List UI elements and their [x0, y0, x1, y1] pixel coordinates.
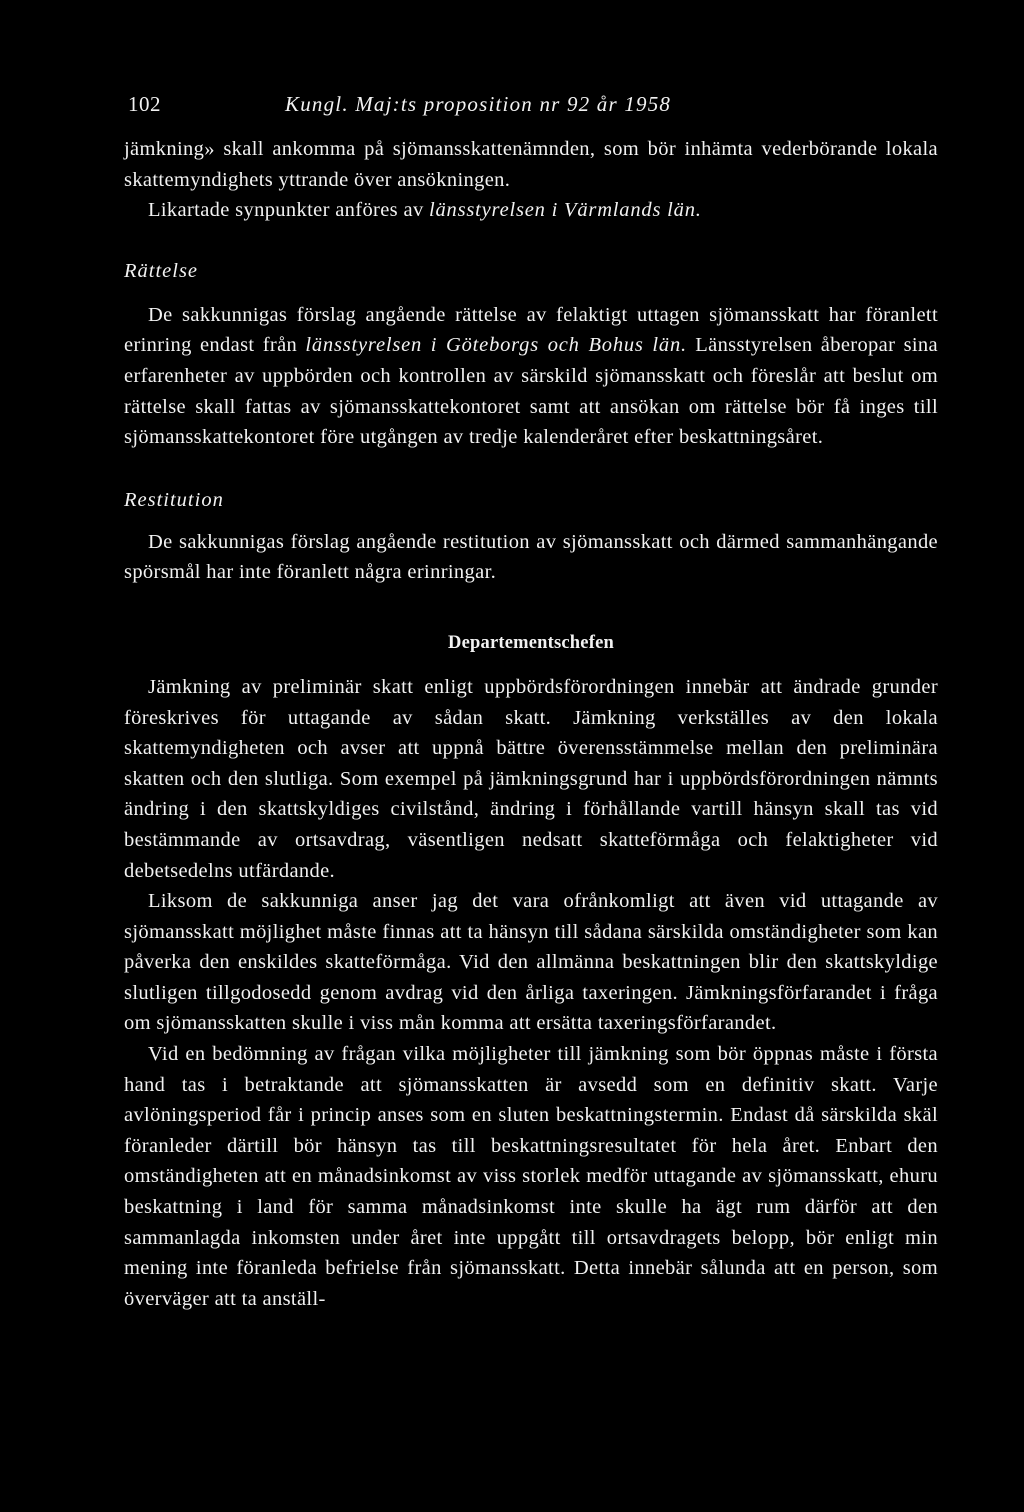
section-heading-departementschefen: Departementschefen — [448, 632, 614, 653]
rattelse-text-1: De sakkunnigas förslag angående rättelse av felaktigt uttagen sjömansskatt har föranlett erinring endast från — [124, 303, 938, 357]
section-heading-restitution: Restitution — [124, 488, 224, 511]
document-page — [124, 88, 938, 1314]
departementschefen-paragraph-1: Jämkning av preliminär skatt enligt uppbördsförordningen innebär att ändrade grunder föreskrives för uttagande av sådan skatt. Jämkning verkställes av den lokala skattemyndigheten och avser att uppnå bättre överensstämmelse mellan den preliminära skatten och den slutliga. Som exempel på jämkningsgrund har i uppbördsförordningen nämnts ändring i den skattskyldiges civilstånd, ändring i förhållande vartill hänsyn skall tas vid bestämmande av ortsavdrag, väsentligen nedsatt skatteförmåga och felaktigheter vid debetsedelns utfärdande. — [124, 675, 938, 882]
intro-paragraph-likartade — [124, 195, 938, 226]
page-number: 102 — [128, 92, 161, 116]
intro-paragraph-italic: länsstyrelsen i Värmlands län. — [429, 199, 702, 222]
section-heading-rattelse: Rättelse — [124, 259, 199, 282]
intro-paragraph-text: Likartade synpunkter anföres av — [148, 199, 430, 222]
running-title: Kungl. Maj:ts proposition nr 92 år 1958 — [285, 92, 672, 116]
rattelse-text-2: Länsstyrelsen åberopar sina erfarenheter av uppbörden och kontrollen av särskild sjömansskatt och föreslår att beslut om rättelse skall fattas av sjömansskattekontoret samt att ansökan om rättelse bör få inges till sjömansskattekontoret före utgången av tredje kalenderåret efter beskattningsåret. — [124, 334, 938, 449]
restitution-paragraph: De sakkunnigas förslag angående restitution av sjömansskatt och därmed sammanhängande spörsmål har inte föranlett några erinringar. — [124, 530, 938, 584]
rattelse-paragraph — [124, 300, 938, 453]
page-header — [124, 88, 938, 122]
departementschefen-paragraph-2: Liksom de sakkunniga anser jag det vara ofrånkomligt att även vid uttagande av sjömansskatt möjlighet måste finnas att ta hänsyn till sådana särskilda omständigheter som kan påverka den enskildes skatteförmåga. Vid den allmänna beskattningen blir den skattskyldige slutligen tillgodosedd genom avdrag vid den årliga taxeringen. Jämkningsförfarandet i fråga om sjömansskatten skulle i viss mån komma att ersätta taxeringsförfarandet. — [124, 890, 938, 1035]
rattelse-italic: länsstyrelsen i Göteborgs och Bohus län. — [305, 334, 687, 357]
departementschefen-paragraph-3: Vid en bedömning av frågan vilka möjligheter till jämkning som bör öppnas måste i första hand tas i betraktande att sjömansskatten är avsedd som en definitiv skatt. Varje avlöningsperiod får i princip anses som en sluten beskattningstermin. Endast då särskilda skäl föranleder därtill bör hänsyn tas till beskattningsresultatet för hela året. Enbart den omständigheten att en månadsinkomst av viss storlek medför uttagande av sjömansskatt, ehuru beskattning i land för samma månadsinkomst inte skulle ha ägt rum därför att den sammanlagda inkomsten under året inte uppgått till ortsavdragets belopp, bör enligt min mening inte föranleda befrielse från sjömansskatt. Detta innebär sålunda att en person, som överväger att ta anställ- — [124, 1043, 938, 1310]
intro-paragraph-continuation: jämkning» skall ankomma på sjömansskattenämnden, som bör inhämta vederbörande lokala skattemyndighets yttrande över ansökningen. — [124, 138, 938, 191]
